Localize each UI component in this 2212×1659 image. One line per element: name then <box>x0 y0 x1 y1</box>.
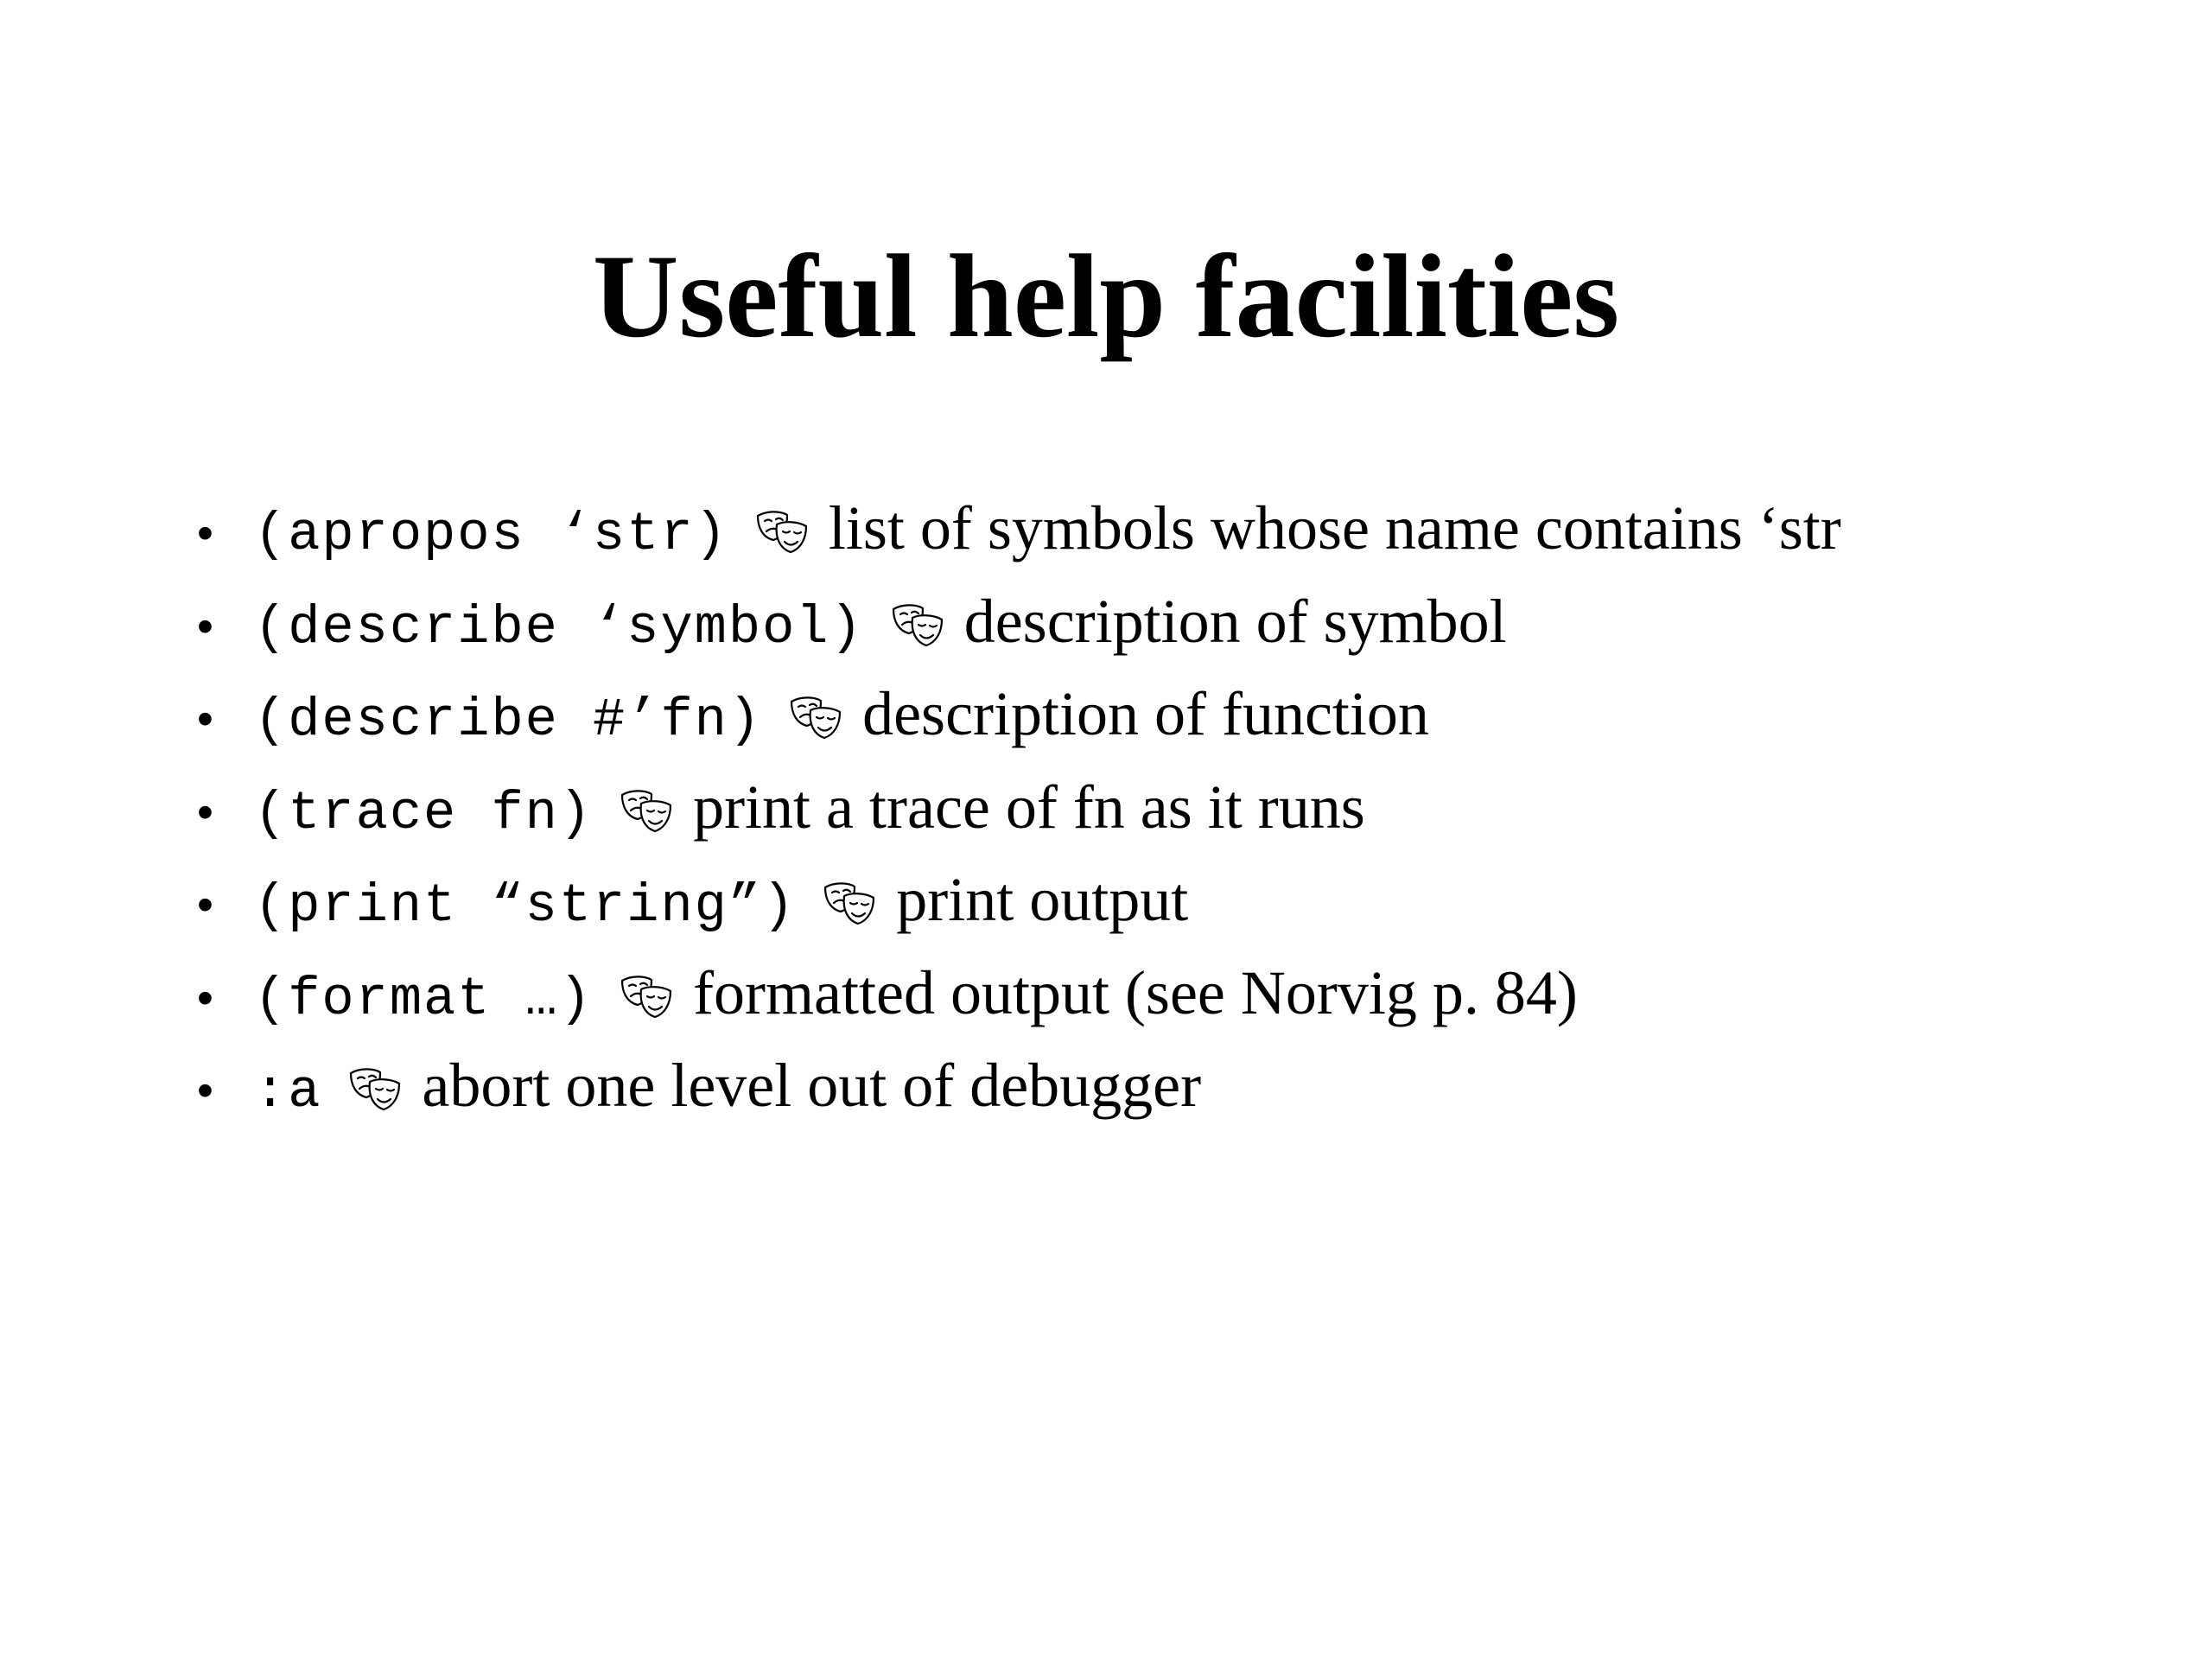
list-item <box>197 772 2141 865</box>
list-item <box>197 678 2141 772</box>
code-snippet: (describe #’fn) <box>254 690 763 751</box>
theater-masks-icon <box>788 695 843 740</box>
theater-masks-icon <box>619 974 674 1019</box>
item-description: description of symbol <box>963 586 1507 656</box>
item-description: list of symbols whose name contains ‘str <box>828 493 1841 563</box>
item-description: abort one level out of debugger <box>422 1051 1202 1120</box>
bullet-list <box>197 493 2141 1143</box>
bullet-point: • <box>197 693 213 745</box>
code-snippet: (trace fn) <box>254 782 594 844</box>
bullet-point: • <box>197 879 213 931</box>
bullet-point: • <box>197 785 213 838</box>
item-description: formatted output (see Norvig p. 84) <box>693 957 1578 1027</box>
list-item <box>197 1050 2141 1143</box>
bullet-point: • <box>197 507 213 559</box>
list-item <box>197 586 2141 679</box>
item-description: description of function <box>862 679 1429 748</box>
code-snippet: (describe ‘symbol) <box>254 596 864 658</box>
code-snippet: (print “string”) <box>254 875 797 937</box>
code-snippet: (apropos ‘str) <box>254 504 728 565</box>
list-item <box>197 957 2141 1051</box>
theater-masks-icon <box>890 602 945 647</box>
theater-masks-icon <box>347 1066 403 1111</box>
list-item <box>197 864 2141 957</box>
bullet-point: • <box>197 600 213 652</box>
theater-masks-icon <box>619 788 674 833</box>
item-description: print a trace of fn as it runs <box>693 772 1365 842</box>
code-snippet: (format …) <box>254 968 594 1030</box>
slide-title: Useful help facilities <box>592 230 1620 362</box>
theater-masks-icon <box>822 880 877 925</box>
code-snippet: :a <box>254 1061 322 1122</box>
item-description: print output <box>896 865 1189 934</box>
theater-masks-icon <box>754 509 810 554</box>
list-item <box>197 493 2141 586</box>
bullet-point: • <box>197 1065 213 1116</box>
bullet-point: • <box>197 971 213 1024</box>
